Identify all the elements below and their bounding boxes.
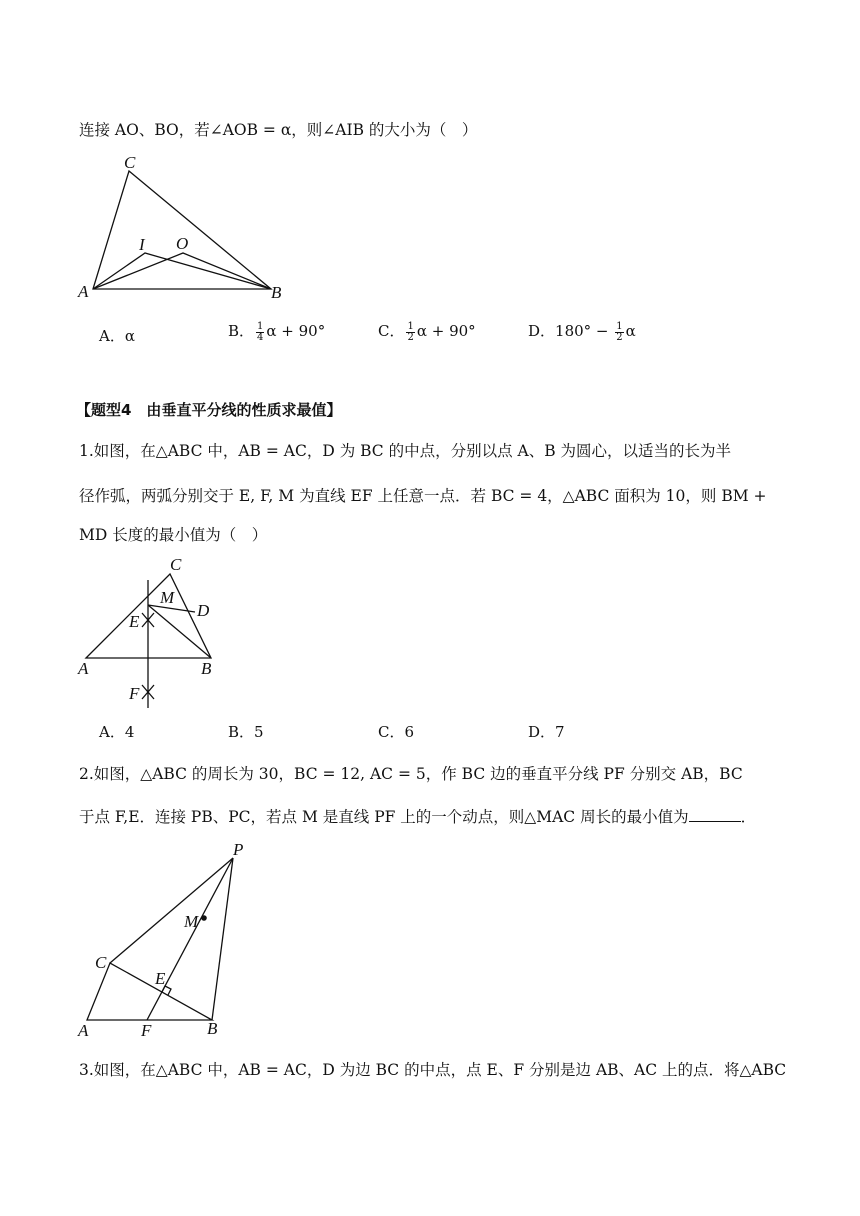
label-f: F bbox=[129, 684, 140, 703]
option-b-prefix: B． bbox=[228, 322, 255, 340]
option-d-suffix: α bbox=[625, 322, 636, 340]
label-a: A bbox=[78, 282, 89, 301]
label-b: B bbox=[271, 283, 282, 302]
label-c: C bbox=[124, 153, 136, 172]
label-e: E bbox=[129, 612, 140, 631]
fraction-numerator: 1 bbox=[616, 320, 623, 332]
q1-option-d: D．7 bbox=[528, 723, 565, 741]
q1-line-2: 径作弧，两弧分别交于 E, F, M 为直线 EF 上任意一点．若 BC = 4，△ABC 面积为 10，则 BM + bbox=[79, 487, 767, 505]
label-a: A bbox=[78, 659, 89, 678]
option-c-suffix: α + 90° bbox=[416, 322, 476, 340]
q3-line-1: 3.如图，在△ABC 中，AB = AC，D 为边 BC 的中点，点 E、F 分别是边 AB、AC 上的点．将△ABC bbox=[79, 1061, 787, 1079]
label-m: M bbox=[160, 588, 175, 607]
fraction-denominator: 2 bbox=[616, 331, 623, 343]
label-o: O bbox=[176, 234, 189, 253]
label-b: B bbox=[207, 1019, 218, 1038]
label-b: B bbox=[201, 659, 212, 678]
point-m bbox=[201, 915, 207, 921]
question-intro-text: 连接 AO、BO，若∠AOB = α，则∠AIB 的大小为（ ） bbox=[79, 121, 478, 139]
q1-option-b: B．5 bbox=[228, 723, 264, 741]
q2-line-1: 2.如图，△ABC 的周长为 30，BC = 12, AC = 5，作 BC 边的垂直平分线 PF 分别交 AB，BC bbox=[79, 765, 743, 783]
label-c: C bbox=[170, 555, 182, 574]
option-d-prefix: D．180° − bbox=[528, 322, 614, 340]
fraction-denominator: 4 bbox=[257, 331, 264, 343]
option-c-prefix: C． bbox=[378, 322, 405, 340]
q1-option-a: A．4 bbox=[99, 723, 135, 741]
q1-option-c: C．6 bbox=[378, 723, 415, 741]
fraction-numerator: 1 bbox=[257, 320, 264, 332]
label-f: F bbox=[141, 1021, 152, 1040]
option-a: A．α bbox=[99, 327, 135, 345]
option-b-suffix: α + 90° bbox=[266, 322, 326, 340]
q2-line-2-text: 于点 F,E．连接 PB、PC，若点 M 是直线 PF 上的一个动点，则△MAC 周长的最小值为 bbox=[79, 808, 689, 826]
fraction-denominator: 2 bbox=[407, 331, 414, 343]
section-heading: 【题型4 由垂直平分线的性质求最值】 bbox=[76, 401, 342, 419]
label-i: I bbox=[139, 235, 145, 254]
q1-line-1: 1.如图，在△ABC 中，AB = AC，D 为 BC 的中点，分别以点 A、B 为圆心，以适当的长为半 bbox=[79, 442, 732, 460]
label-m: M bbox=[184, 912, 199, 931]
label-c: C bbox=[95, 953, 107, 972]
label-e: E bbox=[155, 969, 166, 988]
label-a: A bbox=[78, 1021, 89, 1040]
label-p: P bbox=[233, 840, 244, 859]
fraction-numerator: 1 bbox=[407, 320, 414, 332]
label-d: D bbox=[197, 601, 210, 620]
q2-line-2-end: ． bbox=[740, 808, 757, 826]
q1-line-3: MD 长度的最小值为（ ） bbox=[79, 526, 268, 544]
